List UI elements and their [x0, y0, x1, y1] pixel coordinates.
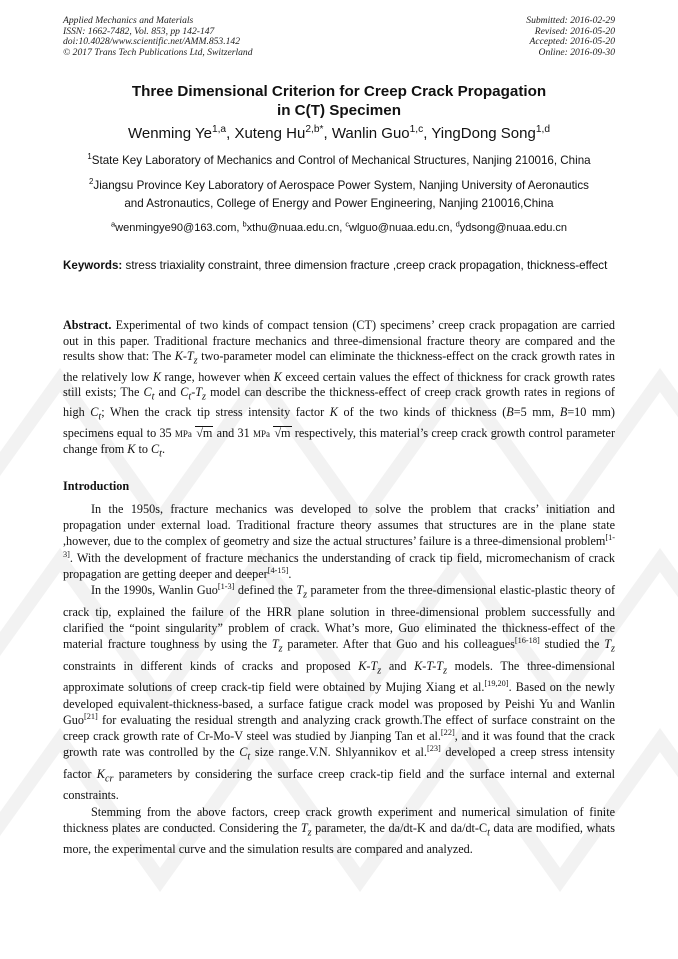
submitted-date: Submitted: 2016-02-29: [526, 15, 615, 26]
email-sup: d: [455, 219, 460, 229]
affiliation-sup: 1: [87, 152, 92, 162]
citation[interactable]: [16-18]: [514, 636, 540, 645]
copyright: © 2017 Trans Tech Publications Ltd, Switzerland: [63, 46, 253, 58]
sqrt-symbol: √m: [274, 425, 291, 440]
author-name: Wanlin Guo: [331, 125, 410, 142]
online-date: Online: 2016-09-30: [538, 46, 615, 58]
journal-name: Applied Mechanics and Materials: [63, 15, 194, 26]
author-sup: 2,b*: [305, 124, 324, 135]
affiliation-text: Jiangsu Province Key Laboratory of Aerospace Power System, Nanjing University of Aeronautics: [93, 179, 589, 192]
citation[interactable]: [21]: [84, 711, 98, 721]
email-list: $^a$wenmingye90@163.com, $^b$xthu@nuaa.edu.cn, $^c$wlguo@nuaa.edu.cn, $^d$ydsong@nuaa.edu.cn: [111, 219, 567, 234]
author-name: YingDong Song: [431, 125, 536, 142]
abstract-label: Abstract.: [63, 318, 112, 332]
author-sup: 1,c: [409, 124, 424, 135]
section-heading-introduction: Introduction: [63, 479, 130, 493]
citation[interactable]: [4-15]: [267, 565, 289, 575]
keywords: [63, 257, 615, 275]
accepted-date: Accepted: 2016-05-20: [529, 36, 615, 48]
email-sup: c: [345, 219, 350, 229]
citation[interactable]: [1-3]: [63, 533, 615, 559]
affiliation-text: and Astronautics, College of Energy and Power Engineering, Nanjing 210016,China: [124, 197, 554, 210]
sqrt-symbol: √m: [196, 425, 213, 440]
email-link[interactable]: ydsong@nuaa.edu.cn: [459, 222, 567, 234]
unit-mpa: MPa: [174, 428, 192, 439]
journal-info: [63, 16, 253, 58]
affiliation-2: [62, 177, 616, 213]
author-list: Wenming Ye$^{1,a}$, Xuteng $Hu^{2,b*}$, Wanlin Guo$^{1,c}$, YingDong Song$^{1,d}$: [127, 124, 551, 142]
paper-title: [40, 82, 638, 120]
affiliation-sup: 2: [89, 177, 94, 187]
paragraph: Stemming from the above factors, creep crack growth experiment and numerical simulation of finite thickness plates are conducted. Considering the $T_z$ parameter, the da/dt-K and $da/dt-C_t$ data are modified, whats more, the experimental curve and the simulation results are compared and analyzed.: [63, 804, 615, 857]
citation[interactable]: [19,20]: [484, 679, 509, 689]
affiliation-text: State Key Laboratory of Mechanics and Control of Mechanical Structures, Nanjing 210016, China: [91, 154, 591, 167]
keywords-label: Keywords:: [63, 259, 123, 272]
unit-mpa: MPa: [253, 428, 271, 439]
title-line-2: in C(T) Specimen: [276, 102, 402, 119]
email-link[interactable]: xthu@nuaa.edu.cn: [246, 222, 340, 234]
paragraph: In the 1950s, fracture mechanics was developed to solve the problem that cracks’ initiation and propagation under external load. Traditional fracture theory assumes that structures are in the plane state ,however, due to the complex of geometry and size the actual structures’ failure is a three-dimensional problem[1-3]. With the development of fracture mechanics the understanding of crack tip field, micromechanism of crack propagation are getting deeper and deeper[4-15].: [63, 502, 615, 581]
email-link[interactable]: wlguo@nuaa.edu.cn: [349, 222, 450, 234]
citation[interactable]: [1-3]: [217, 581, 235, 591]
email-sup: b: [242, 219, 247, 229]
citation[interactable]: [23]: [426, 744, 441, 754]
author-name: Xuteng Hu: [234, 125, 306, 142]
keywords-text: stress triaxiality constraint, three dimension fracture ,creep crack propagation, thickness-effect: [125, 259, 608, 272]
citation[interactable]: [22]: [440, 727, 455, 737]
issn: ISSN: 1662-7482, Vol. 853, pp 142-147: [63, 25, 215, 37]
abstract: Abstract. Experimental of two kinds of compact tension (CT) specimens’ creep crack propagation are carried out in this paper. Traditional fracture mechanics and three-dimensional fracture theory are compared and the results show that: The $K-T_z$ two-parameter model can eliminate the thickness-effect on the crack growth rates in the relatively low K range, however when K exceed certain values the effect of thickness for crack growth rates still exists; The $C_t$ and $C_t-T_z$ model can describe the thickness-effect of creep crack growth rates in regions of high $C_t$; When the crack tip stress intensity factor K of the two kinds of thickness (B=5 mm, B=10 mm) specimens equal to 35 MPa √m and 31 MPa √m respectively, this material’s creep crack growth control parameter change from K to $C_t$.: [63, 318, 616, 460]
email-sup: a: [111, 219, 116, 229]
author-sup: 1,d: [535, 124, 551, 135]
doi: doi:10.4028/www.scientific.net/AMM.853.142: [63, 36, 241, 48]
revised-date: Revised: 2016-05-20: [534, 25, 615, 37]
author-sup: 1,a: [211, 124, 227, 135]
introduction-body: [63, 501, 615, 858]
email-link[interactable]: wenmingye90@163.com: [115, 222, 237, 234]
author-name: Wenming Ye: [127, 125, 212, 142]
affiliation-1: [62, 152, 616, 170]
paragraph: In the 1990s, Wanlin Guo[1-3] defined the $T_z$ parameter from the three-dimensional elastic-plastic theory of crack tip, explained the failure of the HRR plane solution in three-dimensional problem successfully and clarified the “point singularity” problem of crack. What’s more, Guo eliminated the thickness-effect of the material fracture toughness by using the $T_z$ parameter. After that Guo and his colleagues[16-18] studied the $T_z$ constraints in different kinds of cracks and proposed $K-T_z$ and $K-T-T_z$ models. The three-dimensional approximate solutions of creep crack-tip field were obtained by Mujing Xiang et al.[19,20]. Based on the newly developed equivalent-thickness-based, a surface fatigue crack model was proposed by Peishi Yu and Wanlin Guo[21] for evaluating the residual strength and analyzing crack growth.The effect of surface constraint on the creep crack growth rate of Cr-Mo-V steel was studied by Jianping Tan et al.[22], and it was found that the crack growth rate was controlled by the $C_t$ size range.V.N. Shlyannikov et al.[23] developed a creep stress intensity factor $K_{cr}$ parameters by considering the surface creep crack-tip field and the surface internal and external constraints.: [63, 581, 616, 803]
title-line-1: Three Dimensional Criterion for Creep Crack Propagation: [131, 83, 547, 100]
date-info: [526, 16, 615, 58]
